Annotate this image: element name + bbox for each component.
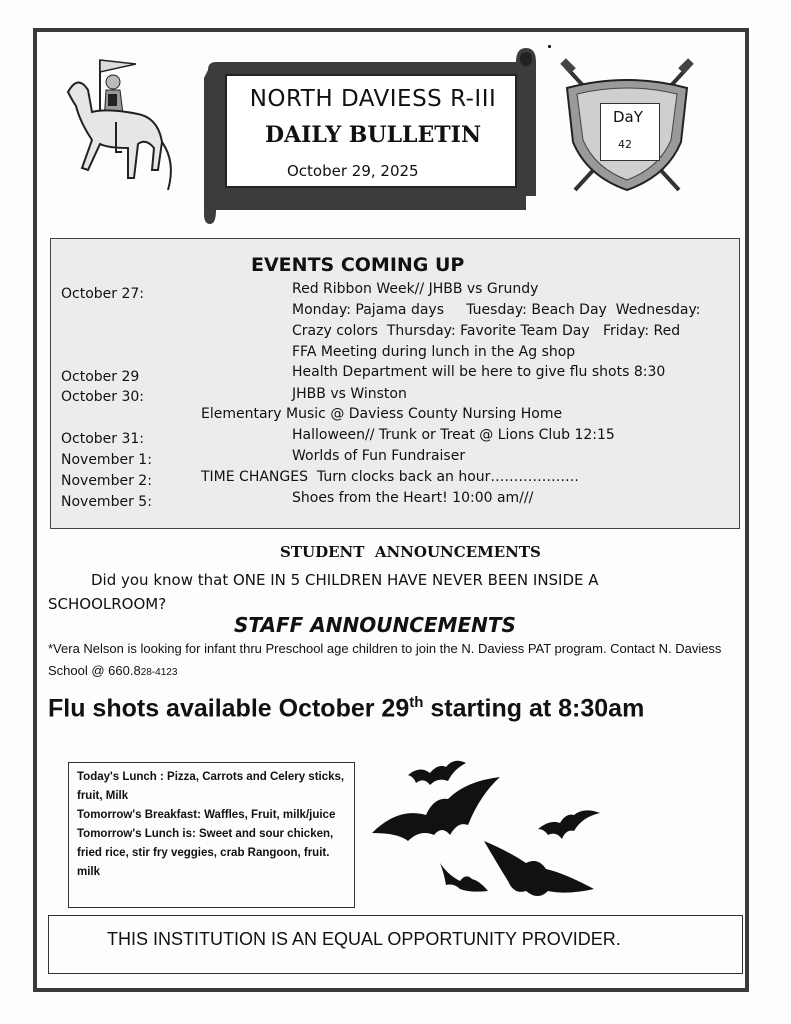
bulletin-date: October 29, 2025 [287, 162, 419, 180]
event-line: Halloween// Trunk or Treat @ Lions Club 12:15 [292, 427, 615, 443]
events-title: EVENTS COMING UP [251, 254, 465, 276]
event-line: FFA Meeting during lunch in the Ag shop [292, 344, 576, 360]
flu-shots-notice [48, 694, 644, 723]
event-line: Red Ribbon Week// JHBB vs Grundy [292, 281, 539, 297]
event-date: November 1: [61, 452, 152, 468]
event-line: JHBB vs Winston [292, 386, 407, 402]
event-date: November 5: [61, 494, 152, 510]
event-line: Crazy colors Thursday: Favorite Team Day Friday: Red [292, 323, 681, 339]
student-announcements-title: STUDENT ANNOUNCEMENTS [280, 543, 541, 561]
title-box [225, 74, 517, 188]
event-date: October 27: [61, 286, 145, 302]
event-line: Worlds of Fun Fundraiser [292, 448, 466, 464]
menu-box [68, 762, 355, 908]
event-date: November 2: [61, 473, 152, 489]
event-date: October 30: [61, 389, 145, 405]
school-name: NORTH DAVIESS R-III [249, 86, 497, 112]
staff-announcements-title: STAFF ANNOUNCEMENTS [234, 613, 516, 637]
flu-text-end: starting at 8:30am [423, 694, 645, 723]
bat-icon [538, 810, 600, 839]
bat-icon [440, 863, 488, 892]
todays-lunch: Today's Lunch : Pizza, Carrots and Celery sticks, fruit, Milk [77, 771, 345, 802]
bats-illustration [368, 755, 608, 915]
tomorrows-breakfast: Tomorrow's Breakfast: Waffles, Fruit, milk/juice [77, 809, 336, 821]
events-box [50, 238, 740, 529]
bulletin-title: DAILY BULLETIN [264, 122, 482, 148]
staff-announcement [48, 638, 748, 684]
event-line: Health Department will be here to give flu shots 8:30 [292, 364, 666, 380]
event-line: TIME CHANGES Turn clocks back an hour………………. [201, 469, 579, 485]
flu-suffix: th [409, 694, 424, 711]
bat-icon [372, 777, 500, 841]
student-announcement-text: Did you know that ONE IN 5 CHILDREN HAVE NEVER BEEN INSIDE A SCHOOLROOM? [48, 571, 599, 613]
equal-opportunity-box [48, 915, 743, 974]
event-date: October 31: [61, 431, 145, 447]
decorative-dot [548, 45, 551, 48]
staff-phone-tail: 28-4123 [140, 667, 178, 678]
bat-icon [408, 761, 466, 785]
event-line: Monday: Pajama days Tuesday: Beach Day Wednesday: [292, 302, 701, 318]
flu-text-start: Flu shots available October 29 [48, 694, 410, 723]
tomorrows-lunch: Tomorrow's Lunch is: Sweet and sour chicken, fried rice, stir fry veggies, crab Rangoon, fruit. milk [77, 828, 334, 878]
staff-announcement-text: *Vera Nelson is looking for infant thru Preschool age children to join the N. Daviess PAT program. Contact N. Daviess School @ 660.8 [48, 641, 722, 678]
event-line: Elementary Music @ Daviess County Nursing Home [201, 406, 563, 422]
day-label: DaY [613, 108, 643, 126]
event-line: Shoes from the Heart! 10:00 am/// [292, 490, 534, 506]
knight-icon [58, 52, 178, 202]
equal-opportunity-text: THIS INSTITUTION IS AN EQUAL OPPORTUNITY PROVIDER. [107, 929, 621, 949]
bat-icon [484, 841, 594, 896]
event-date: October 29 [61, 369, 140, 385]
day-counter [600, 103, 660, 161]
day-number: 42 [618, 138, 632, 151]
